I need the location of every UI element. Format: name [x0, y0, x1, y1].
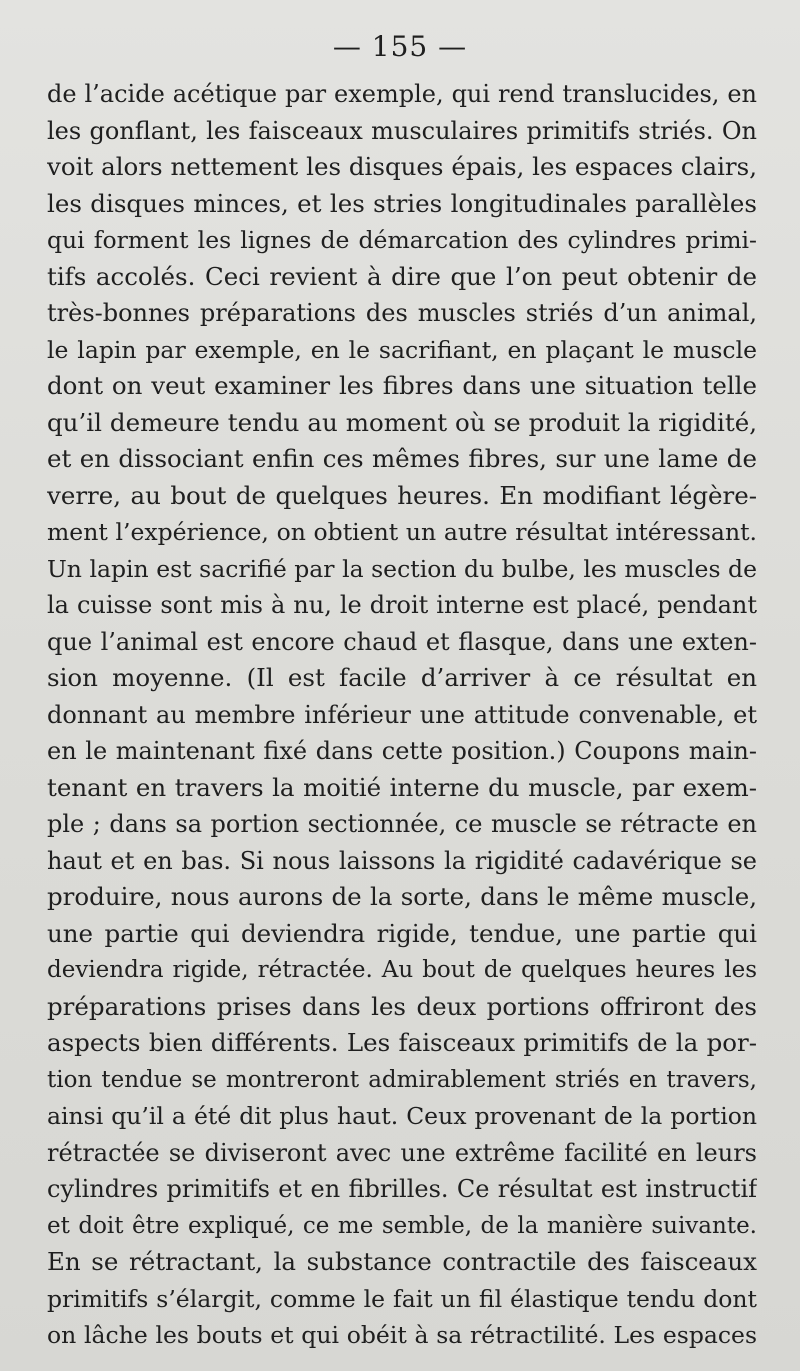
text-line: le lapin par exemple, en le sacrifiant, en plaçant le muscle — [47, 335, 757, 364]
text-line: préparations prises dans les deux portions offriront des — [47, 991, 757, 1021]
text-line: aspects bien différents. Les faisceaux primitifs de la por- — [47, 1028, 757, 1057]
text-line: on lâche les bouts et qui obéit à sa rétractilité. Les espaces — [47, 1321, 757, 1349]
text-line: primitifs s’élargit, comme le fait un fil élastique tendu dont — [47, 1284, 757, 1313]
text-line: deviendra rigide, rétractée. Au bout de quelques heures les — [47, 957, 757, 983]
text-line: voit alors nettement les disques épais, les espaces clairs, — [47, 152, 757, 181]
text-line: de l’acide acétique par exemple, qui rend translucides, en — [47, 80, 757, 108]
text-line: qui forment les lignes de démarcation des cylindres primi- — [47, 226, 757, 254]
text-line: qu’il demeure tendu au moment où se produit la rigidité, — [47, 407, 757, 437]
text-line: ple ; dans sa portion sectionnée, ce muscle se rétracte en — [47, 810, 757, 838]
text-line: et en dissociant enfin ces mêmes fibres, sur une lame de — [47, 444, 757, 473]
text-line: verre, au bout de quelques heures. En modifiant légère- — [47, 480, 757, 510]
text-line: cylindres primitifs et en fibrilles. Ce résultat est instructif — [47, 1175, 757, 1203]
text-line: en le maintenant fixé dans cette position.) Coupons main- — [47, 737, 757, 765]
text-line: tenant en travers la moitié interne du muscle, par exem- — [47, 772, 757, 802]
body-text — [47, 76, 757, 1354]
text-line: les gonflant, les faisceaux musculaires primitifs striés. On — [47, 116, 757, 145]
text-line: Un lapin est sacrifié par la section du bulbe, les muscles de — [47, 554, 757, 583]
text-line: très-bonnes préparations des muscles striés d’un animal, — [47, 299, 757, 327]
text-line: et doit être expliqué, ce me semble, de la manière suivante. — [47, 1212, 757, 1239]
text-line: produire, nous aurons de la sorte, dans le même muscle, — [47, 882, 757, 911]
text-line: rétractée se diviseront avec une extrême facilité en leurs — [47, 1138, 757, 1167]
text-line: tion tendue se montreront admirablement striés en travers, — [47, 1066, 757, 1093]
text-line: ainsi qu’il a été dit plus haut. Ceux provenant de la portion — [47, 1102, 757, 1130]
page-number: — 155 — — [332, 30, 468, 63]
text-line: la cuisse sont mis à nu, le droit interne est placé, pendant — [47, 591, 757, 619]
text-line: ment l’expérience, on obtient un autre résultat intéressant. — [47, 518, 757, 546]
text-line: dont on veut examiner les fibres dans une situation telle — [47, 371, 757, 400]
text-line: que l’animal est encore chaud et flasque, dans une exten- — [47, 627, 757, 656]
text-line: tifs accolés. Ceci revient à dire que l’on peut obtenir de — [47, 261, 757, 291]
text-line: une partie qui deviendra rigide, tendue, une partie qui — [47, 918, 757, 948]
text-line: sion moyenne. (Il est facile d’arriver à ce résultat en — [47, 663, 757, 692]
text-line: les disques minces, et les stries longitudinales parallèles — [47, 188, 757, 218]
text-line: donnant au membre inférieur une attitude convenable, et — [47, 700, 757, 729]
text-line: haut et en bas. Si nous laissons la rigidité cadavérique se — [47, 846, 757, 875]
text-line: En se rétractant, la substance contractile des faisceaux — [47, 1247, 757, 1276]
